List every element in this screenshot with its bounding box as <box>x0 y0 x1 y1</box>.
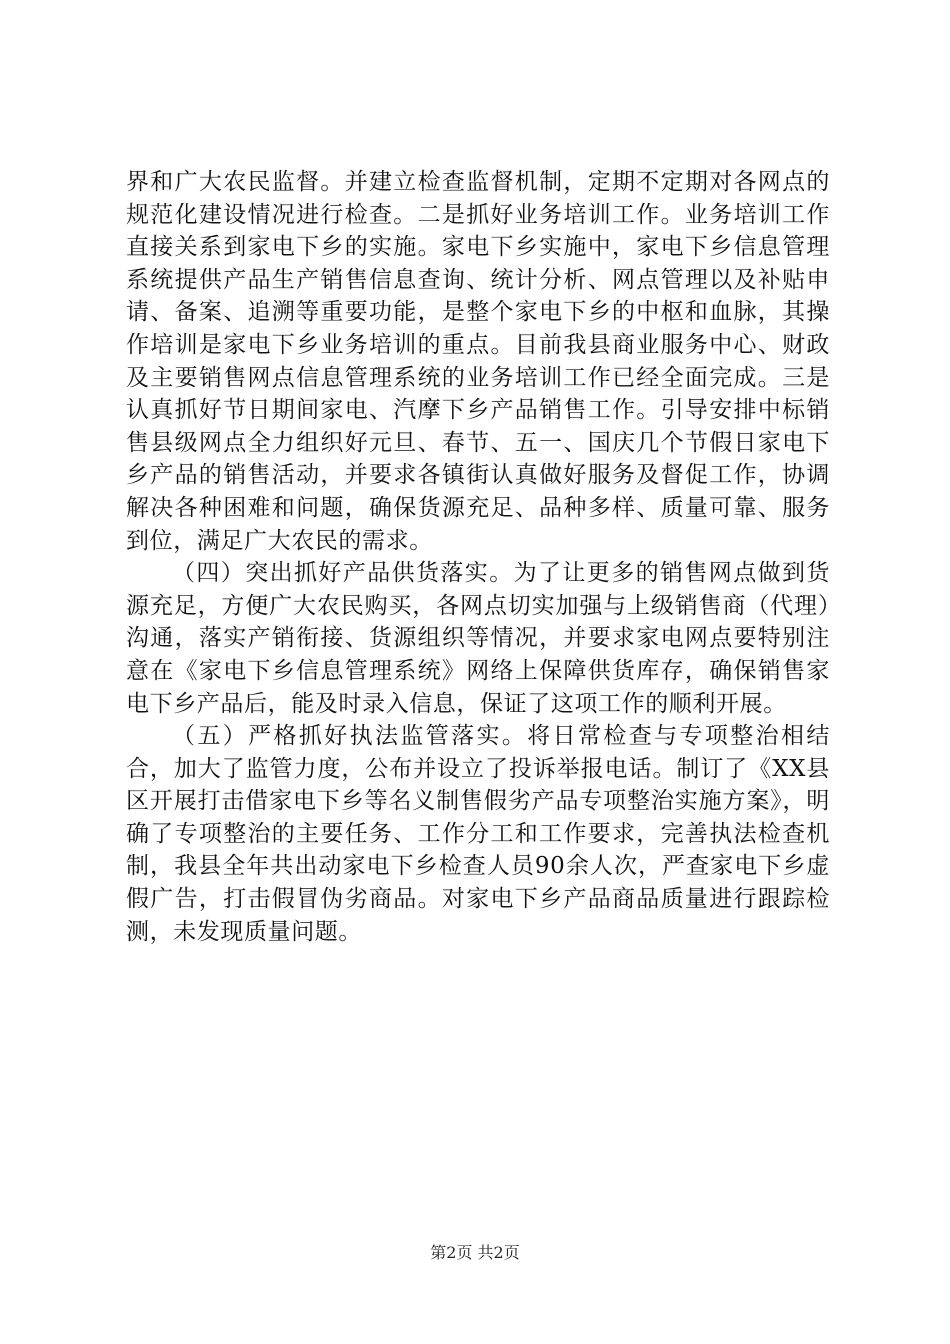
paragraph-continuation: 界和广大农民监督。并建立检查监督机制，定期不定期对各网点的规范化建设情况进行检查。二是抓好业务培训工作。业务培训工作直接关系到家电下乡的实施。家电下乡实施中，家电下乡信息管理系统提供产品生产销售信息查询、统计分析、网点管理以及补贴申请、备案、追溯等重要功能，是整个家电下乡的中枢和血脉，其操作培训是家电下乡业务培训的重点。目前我县商业服务中心、财政及主要销售网点信息管理系统的业务培训工作已经全面完成。三是认真抓好节日期间家电、汽摩下乡产品销售工作。引导安排中标销售县级网点全力组织好元旦、春节、五一、国庆几个节假日家电下乡产品的销售活动，并要求各镇街认真做好服务及督促工作，协调解决各种困难和问题，确保货源充足、品种多样、质量可靠、服务到位，满足广大农民的需求。 <box>126 169 830 554</box>
paragraph-section-4: （四）突出抓好产品供货落实。为了让更多的销售网点做到货源充足，方便广大农民购买，各网点切实加强与上级销售商（代理）沟通，落实产销衔接、货源组织等情况，并要求家电网点要特别注意在《家电下乡信息管理系统》网络上保障供货库存，确保销售家电下乡产品后，能及时录入信息，保证了这项工作的顺利开展。 <box>126 560 830 717</box>
paragraph-section-5: （五）严格抓好执法监管落实。将日常检查与专项整治相结合，加大了监管力度，公布并设立了投诉举报电话。制订了《XX县区开展打击借家电下乡等名义制售假劣产品专项整治实施方案》，明确了专项整治的主要任务、工作分工和工作要求，完善执法检查机制，我县全年共出动家电下乡检查人员90余人次，严查家电下乡虚假广告，打击假冒伪劣商品。对家电下乡产品商品质量进行跟踪检测，未发现质量问题。 <box>126 723 830 945</box>
page-footer: 第2页 共2页 <box>430 1243 520 1262</box>
document-body <box>126 166 830 948</box>
